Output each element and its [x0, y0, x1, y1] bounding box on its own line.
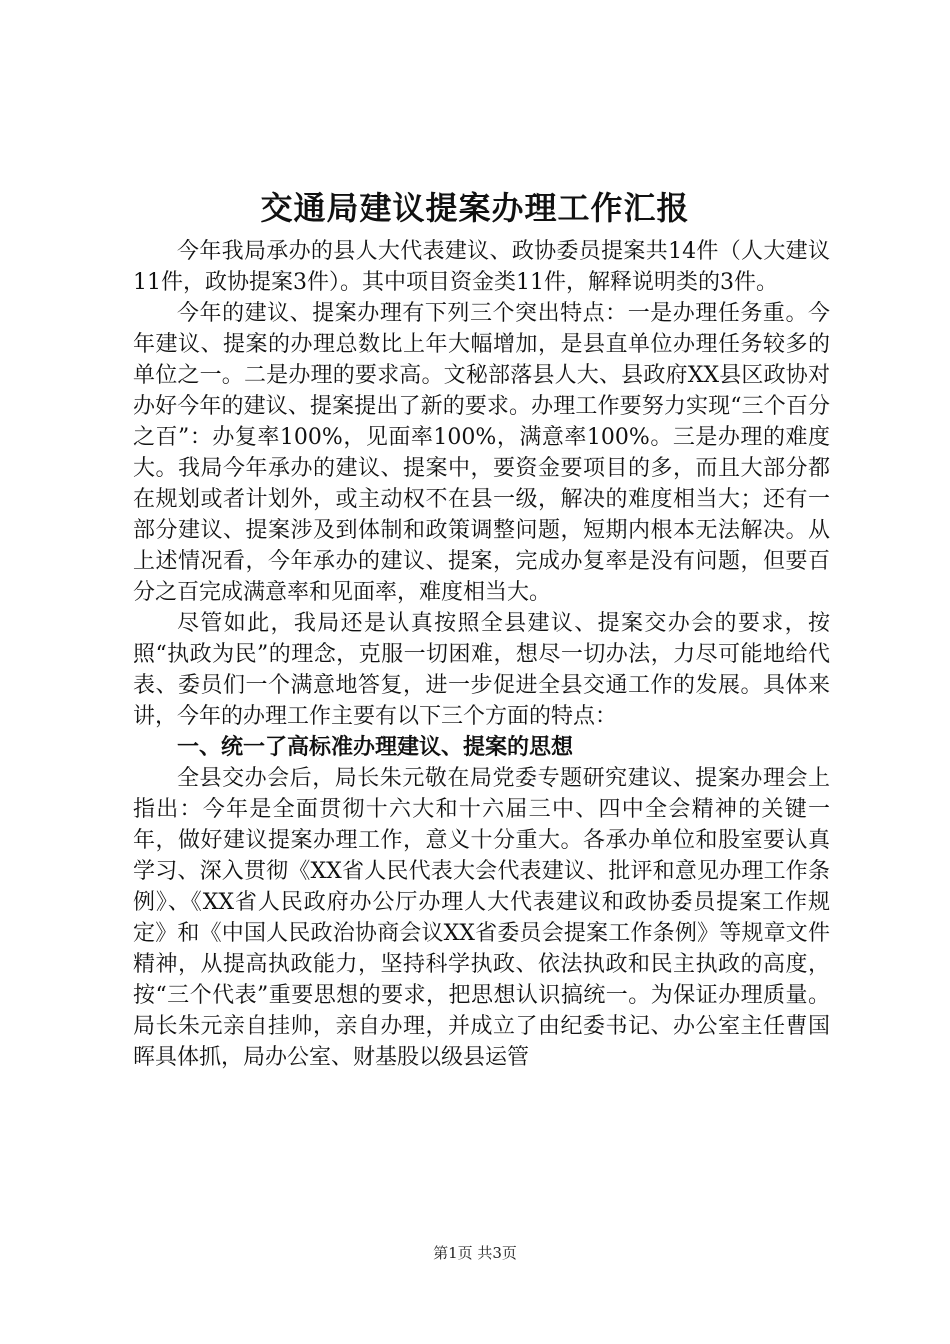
document-body — [133, 236, 830, 1073]
paragraph-section-one: 全县交办会后，局长朱元敬在局党委专题研究建议、提案办理会上指出：今年是全面贯彻十六大和十六届三中、四中全会精神的关键一年，做好建议提案办理工作，意义十分重大。各承办单位和股室要认真学习、深入贯彻《XX省人民代表大会代表建议、批评和意见办理工作条例》、《XX省人民政府办公厅办理人大代表建议和政协委员提案工作规定》和《中国人民政治协商会议XX省委员会提案工作条例》等规章文件精神，从提高执政能力，坚持科学执政、依法执政和民主执政的高度，按“三个代表”重要思想的要求，把思想认识搞统一。为保证办理质量。局长朱元亲自挂帅，亲自办理，并成立了由纪委书记、办公室主任曹国晖具体抓，局办公室、财基股以级县运管 — [133, 766, 830, 1070]
section-heading: 一、统一了高标准办理建议、提案的思想 — [177, 735, 574, 760]
page-number: 第1页 共3页 — [433, 1244, 517, 1262]
document-title: 交通局建议提案办理工作汇报 — [260, 189, 690, 227]
paragraph-approach: 尽管如此，我局还是认真按照全县建议、提案交办会的要求，按照“执政为民”的理念，克服一切困难，想尽一切办法，力尽可能地给代表、委员们一个满意地答复，进一步促进全县交通工作的发展。具体来讲，今年的办理工作主要有以下三个方面的特点： — [133, 611, 830, 729]
paragraph-features: 今年的建议、提案办理有下列三个突出特点：一是办理任务重。今年建议、提案的办理总数比上年大幅增加，是县直单位办理任务较多的单位之一。二是办理的要求高。文秘部落县人大、县政府XX县区政协对办好今年的建议、提案提出了新的要求。办理工作要努力实现“三个百分之百”：办复率100%，见面率100%，满意率100%。三是办理的难度大。我局今年承办的建议、提案中，要资金要项目的多，而且大部分都在规划或者计划外，或主动权不在县一级，解决的难度相当大；还有一部分建议、提案涉及到体制和政策调整问题，短期内根本无法解决。从上述情况看，今年承办的建议、提案，完成办复率是没有问题，但要百分之百完成满意率和见面率，难度相当大。 — [133, 301, 830, 605]
paragraph-summary: 今年我局承办的县人大代表建议、政协委员提案共14件（人大建议11件，政协提案3件）。其中项目资金类11件，解释说明类的3件。 — [133, 239, 830, 295]
